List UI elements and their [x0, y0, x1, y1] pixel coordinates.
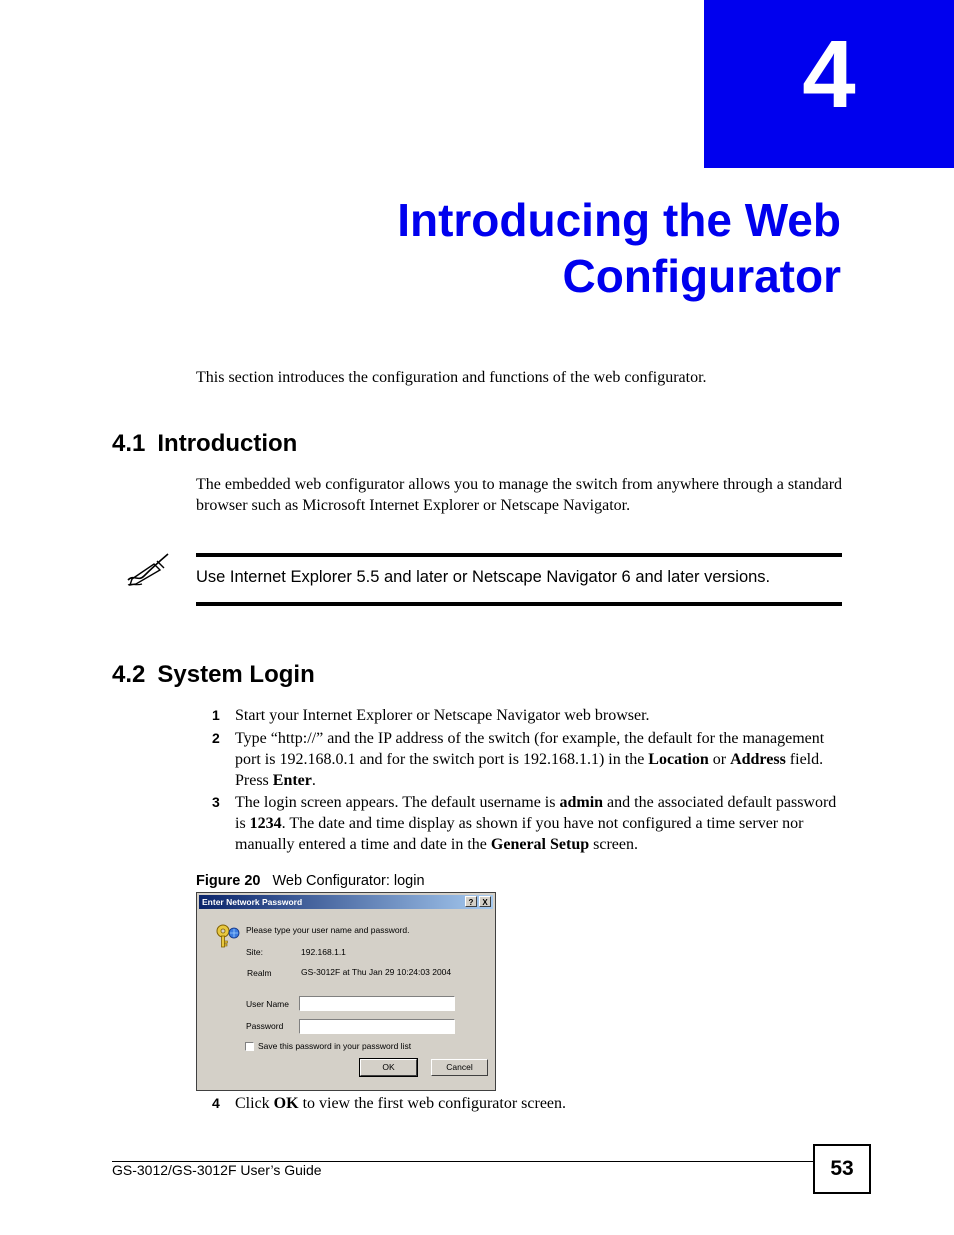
realm-value: GS-3012F at Thu Jan 29 10:24:03 2004 [301, 967, 452, 977]
chapter-number: 4 [802, 21, 856, 128]
chapter-title [300, 192, 841, 304]
figure-caption [196, 871, 425, 891]
step-text: Start your Internet Explorer or Netscape Navigator web browser. [235, 707, 650, 724]
save-password-checkbox[interactable] [245, 1042, 254, 1051]
dialog-title: Enter Network Password [202, 897, 303, 907]
dialog-prompt: Please type your user name and password. [246, 925, 410, 935]
close-button[interactable]: X [479, 896, 491, 907]
section-number: 4.2 [112, 661, 146, 688]
section-title: Introduction [157, 430, 298, 457]
save-password-label: Save this password in your password list [258, 1041, 412, 1051]
help-button[interactable]: ? [465, 896, 477, 907]
user-name-input[interactable] [299, 996, 455, 1011]
footer-guide-title: GS-3012/GS-3012F User’s Guide [112, 1162, 322, 1178]
site-value: 192.168.1.1 [301, 947, 346, 957]
section-heading-introduction [112, 429, 297, 459]
step-number: 4 [212, 1095, 220, 1111]
chapter-title-line1: Introducing the Web [397, 194, 841, 246]
section-heading-system-login [112, 660, 315, 690]
password-input[interactable] [299, 1019, 455, 1034]
chapter-number-box [704, 0, 954, 168]
note-text: Use Internet Explorer 5.5 and later or Netscape Navigator 6 and later versions. [196, 568, 771, 586]
ok-button[interactable]: OK [360, 1059, 417, 1076]
section-title: System Login [157, 661, 315, 688]
intro-paragraph: This section introduces the configuration and functions of the web configurator. [196, 369, 707, 386]
step-text: Type “http://” and the IP address of the switch (for example, the default for the management port is 192.168.0.1 and for the switch port is 192.168.1.1) in the Location or Address field. Press Enter. [235, 730, 825, 789]
site-label: Site: [246, 947, 264, 957]
user-name-label: User Name [246, 999, 289, 1009]
step-number: 1 [212, 707, 220, 723]
step-number: 2 [212, 730, 220, 746]
figure-caption-text: Web Configurator: login [272, 873, 425, 889]
note-rule-bottom [196, 602, 842, 606]
password-label: Password [246, 1021, 284, 1031]
section-number: 4.1 [112, 430, 146, 457]
figure-label: Figure 20 [196, 873, 261, 889]
chapter-title-line2: Configurator [562, 250, 841, 302]
introduction-paragraph: The embedded web configurator allows you to manage the switch from anywhere through a standard browser such as Microsoft Internet Explorer or Netscape Navigator. [196, 476, 843, 514]
cancel-button[interactable]: Cancel [431, 1059, 488, 1076]
step-text: Click OK to view the first web configurator screen. [235, 1095, 567, 1112]
dialog-titlebar [199, 895, 493, 909]
page-number: 53 [813, 1144, 871, 1194]
note-rule-top [196, 553, 842, 557]
step-number: 3 [212, 794, 220, 810]
login-dialog [196, 892, 496, 1091]
pencil-note-icon [124, 552, 172, 588]
realm-label: Realm [247, 968, 272, 978]
step-text: The login screen appears. The default username is admin and the associated default password is 1234. The date and time display as shown if you have not configured a time server nor manually entered a time and date in the General Setup screen. [235, 794, 837, 853]
key-icon [215, 923, 241, 949]
